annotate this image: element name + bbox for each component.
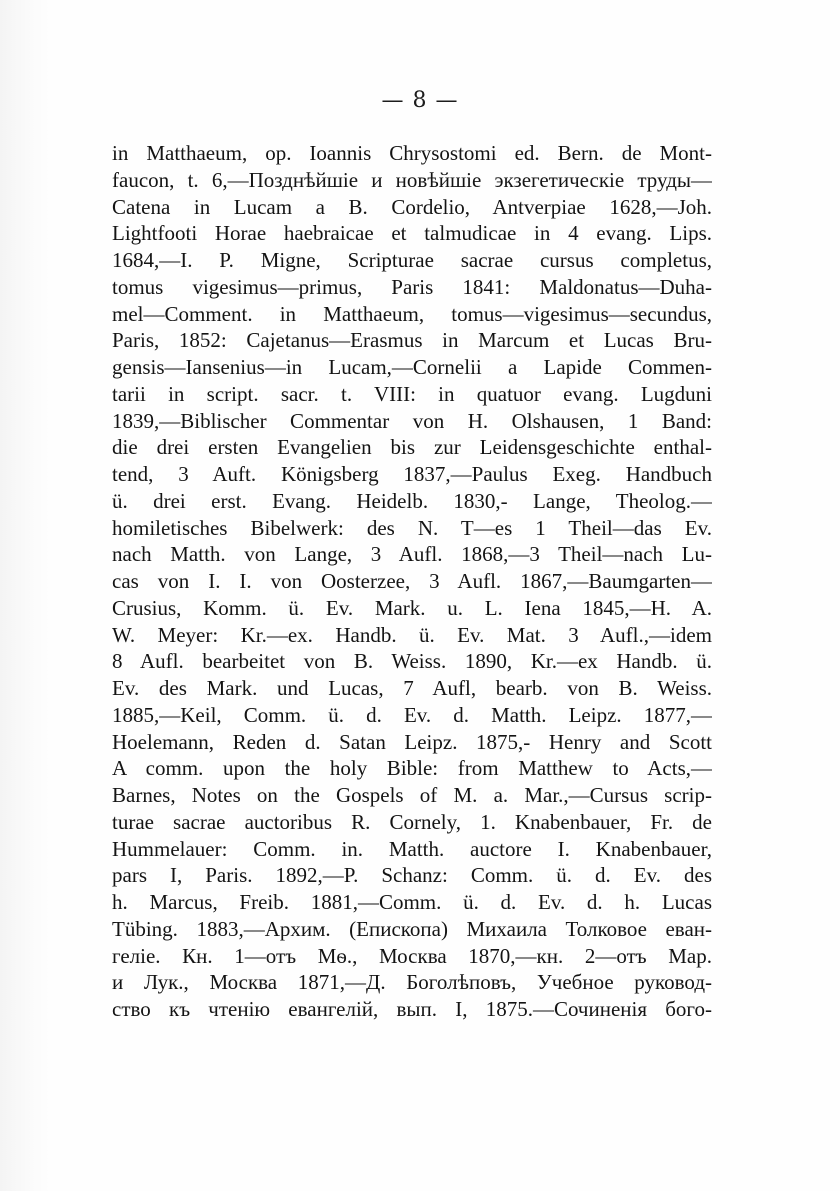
- text-line: pars I, Paris. 1892,—P. Schanz: Comm. ü. d. Ev. des: [112, 863, 712, 888]
- text-line: tomus vigesimus—primus, Paris 1841: Maldonatus—Duha-: [112, 274, 712, 299]
- text-line: и Лук., Москва 1871,—Д. Боголѣповъ, Учебное руковод-: [112, 970, 712, 995]
- text-line: 1885,—Keil, Comm. ü. d. Ev. d. Matth. Leipz. 1877,—: [112, 702, 712, 727]
- text-line: 8 Aufl. bearbeitet von B. Weiss. 1890, Kr.—ex Handb. ü.: [112, 649, 712, 674]
- text-line: in Matthaeum, op. Ioannis Chrysostomi ed. Bern. de Mont-: [112, 141, 712, 165]
- text-line: tend, 3 Auft. Königsberg 1837,—Paulus Exeg. Handbuch: [112, 462, 712, 486]
- text-line: homiletisches Bibelwerk: des N. T—es 1 Theil—das Ev.: [112, 515, 712, 540]
- text-line: ü. drei erst. Evang. Heidelb. 1830,- Lange, Theolog.—: [112, 488, 712, 513]
- text-line: геліе. Кн. 1—отъ Мѳ., Москва 1870,—кн. 2—отъ Мар.: [112, 943, 712, 968]
- text-line: Catena in Lucam a B. Cordelio, Antverpiae 1628,—Joh.: [112, 194, 712, 219]
- text-line: 1839,—Biblischer Commentar von H. Olshausen, 1 Band:: [112, 408, 712, 433]
- text-line: Crusius, Komm. ü. Ev. Mark. u. L. Iena 1845,—H. A.: [112, 595, 712, 620]
- page-number: — 8 —: [381, 88, 459, 113]
- text-line: nach Matth. von Lange, 3 Aufl. 1868,—3 Theil—nach Lu-: [112, 542, 712, 567]
- text-line: Hummelauer: Comm. in. Matth. auctore I. Knabenbauer,: [112, 836, 712, 861]
- text-line: 1684,—I. P. Migne, Scripturae sacrae cursus completus,: [112, 248, 712, 272]
- text-line: Paris, 1852: Cajetanus—Erasmus in Marcum et Lucas Bru-: [112, 328, 712, 353]
- text-line: Ev. des Mark. und Lucas, 7 Aufl, bearb. von B. Weiss.: [112, 676, 712, 700]
- text-line: W. Meyer: Kr.—ex. Handb. ü. Ev. Mat. 3 Aufl.,—idem: [112, 622, 712, 647]
- text-line: Lightfooti Horae haebraicae et talmudicae in 4 evang. Lips.: [112, 221, 712, 246]
- text-line: cas von I. I. von Oosterzee, 3 Aufl. 1867,—Baumgarten—: [112, 569, 712, 593]
- text-line: die drei ersten Evangelien bis zur Leidensgeschichte enthal-: [112, 435, 712, 460]
- text-line: A comm. upon the holy Bible: from Matthew to Acts,—: [112, 756, 712, 781]
- text-line: Tübing. 1883,—Архим. (Епископа) Михаила Толковое еван-: [112, 916, 712, 941]
- text-line: Hoelemann, Reden d. Satan Leipz. 1875,- Henry and Scott: [112, 729, 712, 754]
- text-line: Barnes, Notes on the Gospels of M. a. Mar.,—Cursus scrip-: [112, 783, 712, 807]
- text-line: ство къ чтенію евангелій, вып. I, 1875.—Сочиненія бого-: [112, 997, 712, 1021]
- text-line: faucon, t. 6,—Позднѣйшіе и новѣйшіе экзегетическіе труды—: [112, 167, 712, 192]
- body-text: [112, 140, 712, 1023]
- text-line: turae sacrae auctoribus R. Cornely, 1. Knabenbauer, Fr. de: [112, 809, 712, 834]
- scan-shadow: [0, 0, 52, 1191]
- text-line: tarii in script. sacr. t. VIII: in quatuor evang. Lugduni: [112, 381, 712, 406]
- text-line: h. Marcus, Freib. 1881,—Comm. ü. d. Ev. d. h. Lucas: [112, 890, 712, 914]
- text-line: gensis—Iansenius—in Lucam,—Cornelii a Lapide Commen-: [112, 355, 712, 379]
- text-line: mel—Comment. in Matthaeum, tomus—vigesimus—secundus,: [112, 301, 712, 326]
